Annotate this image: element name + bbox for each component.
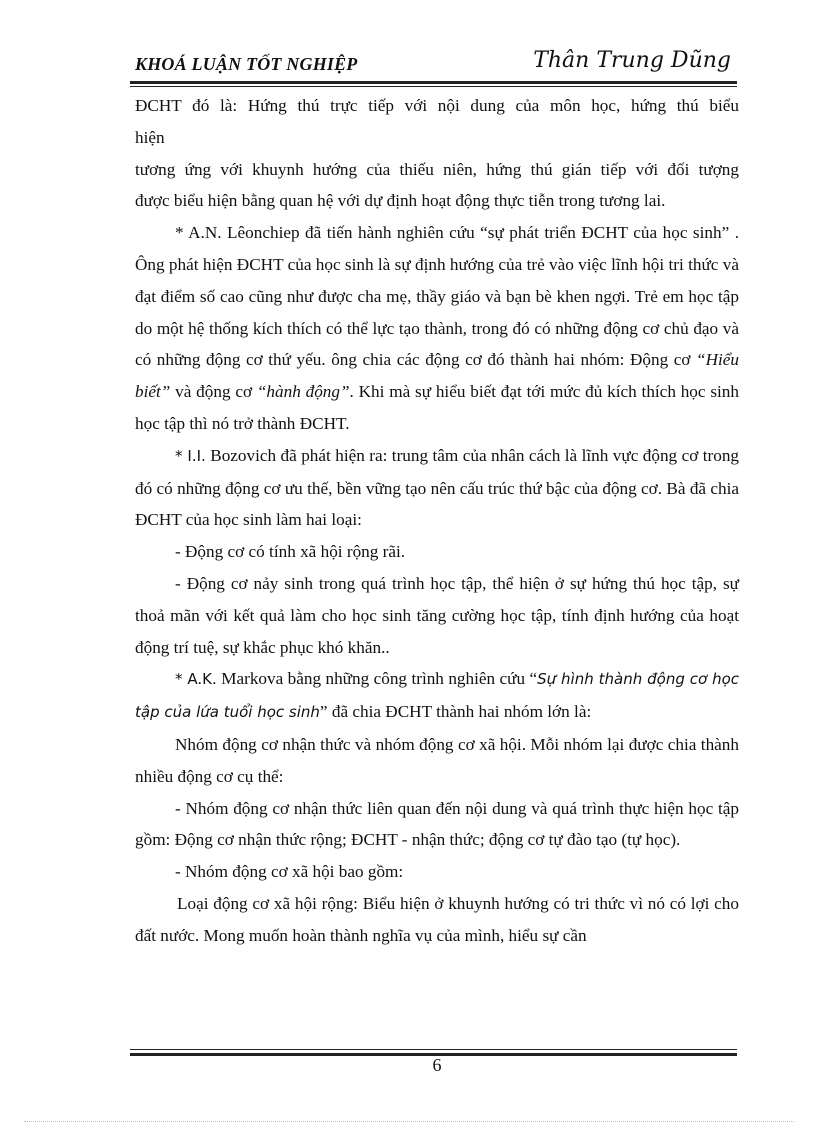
page-number: 6 <box>432 1055 442 1075</box>
paragraph-text: Bozovich đã phát hiện ra: trung tâm của nhân cách là lĩnh vực động cơ trong đó có những động cơ ưu thế, bền vững tạo nên cấu trúc thứ bậc của động cơ. Bà đã chia ĐCHT của học sinh làm hai loại: <box>135 445 740 530</box>
italic-phrase: Sự hình thành động cơ học tập của lứa tuổi học sinh <box>135 670 739 722</box>
header-rule-thin <box>130 86 737 87</box>
header-author: Thân Trung Dũng <box>533 48 731 73</box>
italic-phrase: “hành động” <box>256 382 350 402</box>
page-header <box>130 48 737 80</box>
paragraph-marker: * I.I. <box>175 446 206 465</box>
header-rule-thick <box>130 81 737 84</box>
paragraph-social: Loại động cơ xã hội rộng: Biểu hiện ở khuynh hướng có tri thức vì nó có lợi cho đất nước. Mong muốn hoàn thành nghĩa vụ của mình, hiểu sự cần <box>135 893 739 945</box>
paragraph-text: * A.N. Lêonchiep đã tiến hành nghiên cứu “sự phát triển ĐCHT của học sinh” . Ông phát hiện ĐCHT của học sinh là sự định hướng của trẻ vào việc lĩnh hội tri thức và đạt điểm số cao cũng như được cha mẹ, thầy giáo và bạn bè khen ngợi. Trẻ em học tập do một hệ thống kích thích có thể lực tạo thành, trong đó có những động cơ chủ đạo và có những động cơ thứ yếu. ông chia các động cơ đó thành hai nhóm: Động cơ <box>135 223 739 370</box>
paragraph-text: Markova bằng những công trình nghiên cứu “ <box>216 669 538 689</box>
list-item: - Động cơ có tính xã hội rộng rãi. <box>175 542 406 562</box>
paragraph-text: ” đã chia ĐCHT thành hai nhóm lớn là: <box>319 702 592 722</box>
list-item: - Động cơ nảy sinh trong quá trình học tập, thể hiện ở sự hứng thú học tập, sự thoả mãn với kết quả làm cho học sinh tăng cường học tập, tính định hướng của hoạt động trí tuệ, sự khắc phục khó khăn.. <box>135 573 739 657</box>
paragraph-bozovich <box>135 440 739 536</box>
paragraph-text: . Khi mà sự hiểu biết đạt tới mức đủ kích thích học sinh học tập thì nó trở thành ĐCHT. <box>135 382 739 433</box>
paragraph-markova <box>135 663 739 729</box>
paragraph-line: tương ứng với khuynh hướng của thiếu niên, hứng thú gián tiếp với đối tượng <box>135 159 739 179</box>
paragraph-leonchiep <box>135 217 739 440</box>
paragraph-line: hiện <box>135 127 165 147</box>
document-body <box>135 90 739 952</box>
paragraph-groups: Nhóm động cơ nhận thức và nhóm động cơ xã hội. Mỗi nhóm lại được chia thành nhiều động cơ cụ thể: <box>135 734 739 786</box>
italic-phrase: “Hiểu biết” <box>135 350 739 402</box>
header-title: KHOÁ LUẬN TỐT NGHIỆP <box>135 54 358 74</box>
paragraph-line: được biểu hiện bằng quan hệ với dự định hoạt động thực tiễn trong tương lai. <box>135 191 666 211</box>
list-item: - Nhóm động cơ xã hội bao gồm: <box>175 862 404 882</box>
paragraph-line: ĐCHT đó là: Hứng thú trực tiếp với nội dung của môn học, hứng thú biểu <box>135 96 739 115</box>
list-item: - Nhóm động cơ nhận thức liên quan đến nội dung và quá trình thực hiện học tập gồm: Động cơ nhận thức rộng; ĐCHT - nhận thức; động cơ tự đào tạo (tự học). <box>135 798 739 850</box>
page-edge-dotted-line <box>24 1121 794 1122</box>
paragraph-text: và động cơ <box>170 382 257 402</box>
paragraph-marker: * A.K. <box>175 670 217 689</box>
footer-rule-thin <box>130 1049 737 1050</box>
